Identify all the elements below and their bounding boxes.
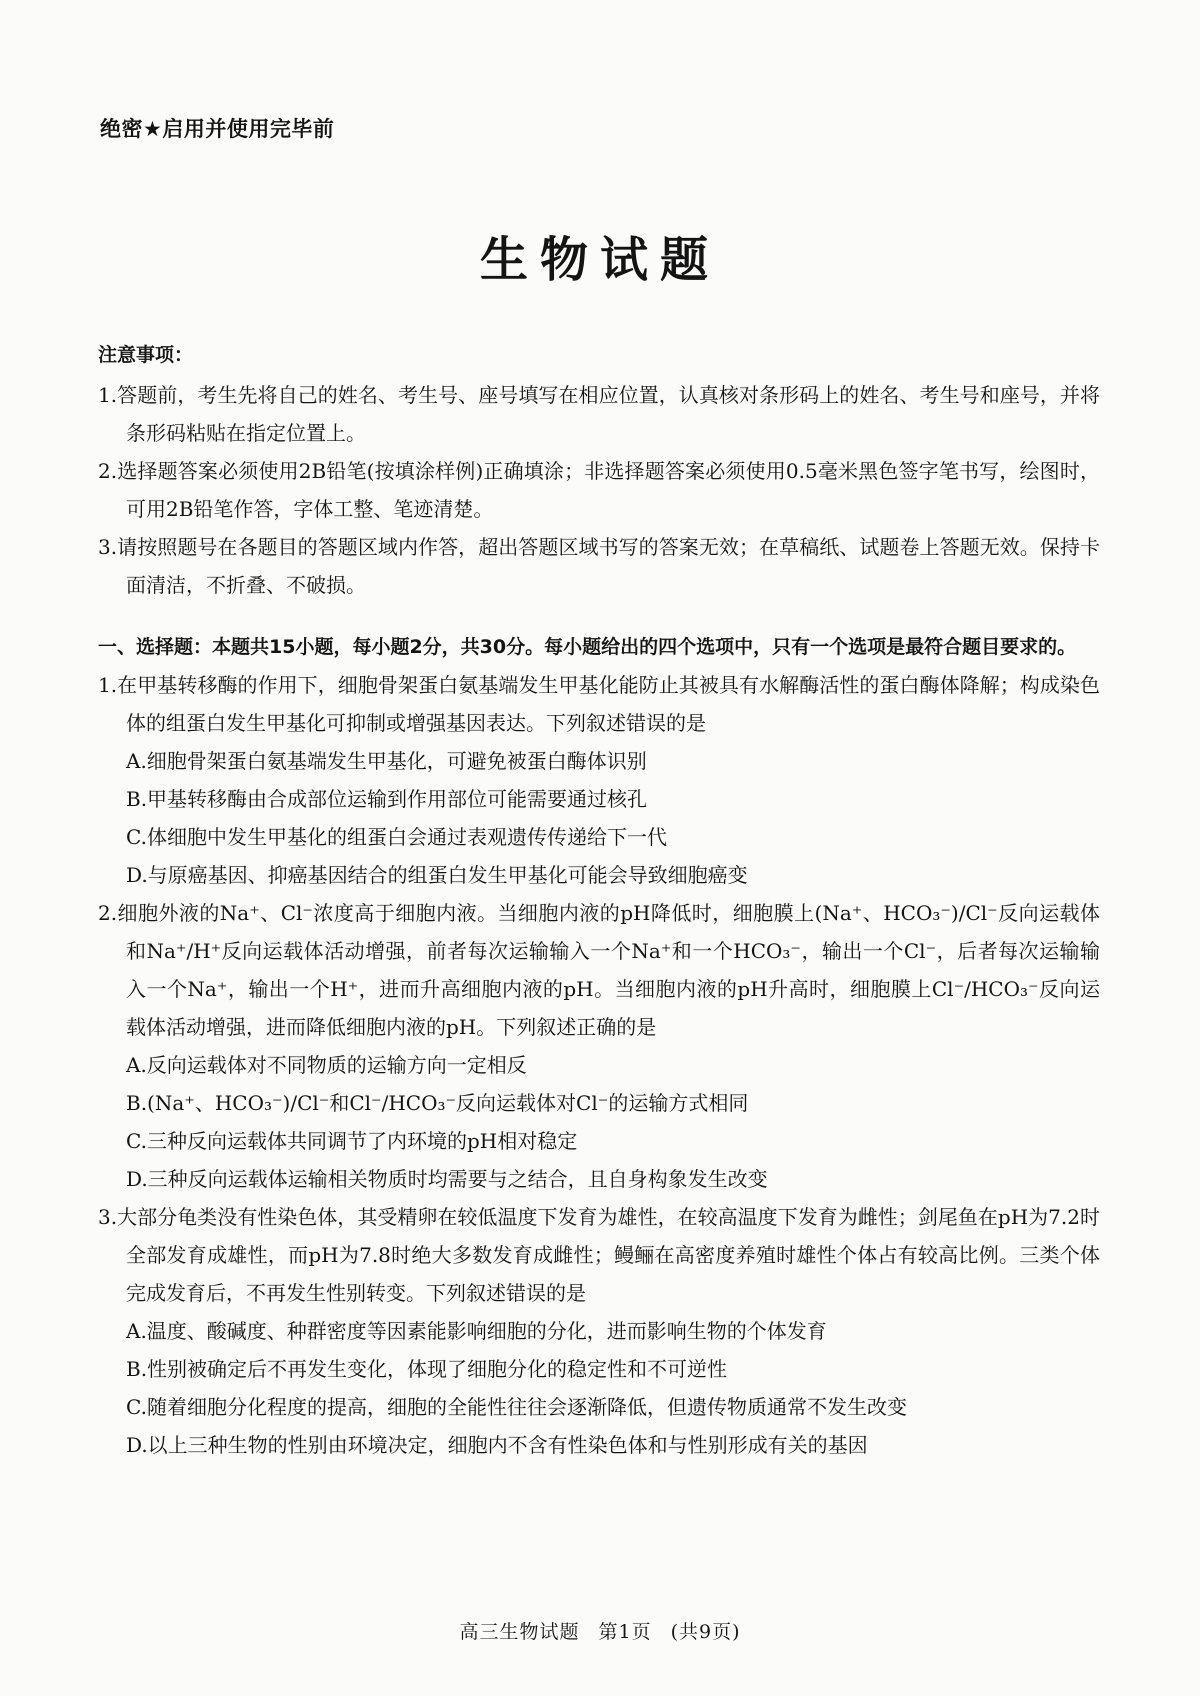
question-option: A.反向运载体对不同物质的运输方向一定相反 <box>126 1053 527 1077</box>
question-stem: 1.在甲基转移酶的作用下，细胞骨架蛋白氨基端发生甲基化能防止其被具有水解酶活性的蛋白酶体降解；构成染色体的组蛋白发生甲基化可抑制或增强基因表达。下列叙述错误的是 <box>98 673 1100 735</box>
notice-item: 1.答题前，考生先将自己的姓名、考生号、座号填写在相应位置，认真核对条形码上的姓名、考生号和座号，并将条形码粘贴在指定位置上。 <box>98 383 1100 445</box>
question-option: B.(Na⁺、HCO₃⁻)/Cl⁻和Cl⁻/HCO₃⁻反向运载体对Cl⁻的运输方式相同 <box>126 1091 749 1115</box>
exam-content <box>98 340 1100 1464</box>
confidential-label: 绝密★启用并使用完毕前 <box>100 117 335 141</box>
question-stem: 2.细胞外液的Na⁺、Cl⁻浓度高于细胞内液。当细胞内液的pH降低时，细胞膜上(Na⁺、HCO₃⁻)/Cl⁻反向运载体和Na⁺/H⁺反向运载体活动增强，前者每次运输输入一个Na⁺和一个HCO₃⁻，输出一个Cl⁻，后者每次运输输入一个Na⁺，输出一个H⁺，进而升高细胞内液的pH。当细胞内液的pH升高时，细胞膜上Cl⁻/HCO₃⁻反向运载体活动增强，进而降低细胞内液的pH。下列叙述正确的是 <box>98 901 1100 1039</box>
question-option: D.与原癌基因、抑癌基因结合的组蛋白发生甲基化可能会导致细胞癌变 <box>126 863 748 887</box>
question-option: B.甲基转移酶由合成部位运输到作用部位可能需要通过核孔 <box>126 787 648 811</box>
notice-heading: 注意事项： <box>98 344 194 366</box>
question-option: D.以上三种生物的性别由环境决定，细胞内不含有性染色体和与性别形成有关的基因 <box>126 1433 868 1457</box>
page-footer <box>0 1617 1200 1644</box>
question-option: C.随着细胞分化程度的提高，细胞的全能性往往会逐渐降低，但遗传物质通常不发生改变 <box>126 1395 907 1419</box>
notice-item: 2.选择题答案必须使用2B铅笔(按填涂样例)正确填涂；非选择题答案必须使用0.5毫米黑色签字笔书写，绘图时，可用2B铅笔作答，字体工整、笔迹清楚。 <box>98 459 1100 521</box>
notice-item: 3.请按照题号在各题目的答题区域内作答，超出答题区域书写的答案无效；在草稿纸、试题卷上答题无效。保持卡面清洁，不折叠、不破损。 <box>98 535 1100 597</box>
question-option: D.三种反向运载体运输相关物质时均需要与之结合，且自身构象发生改变 <box>126 1167 768 1191</box>
question-option: B.性别被确定后不再发生变化，体现了细胞分化的稳定性和不可逆性 <box>126 1357 728 1381</box>
footer-total-pages: (共9页) <box>670 1621 741 1643</box>
question-option: A.温度、酸碱度、种群密度等因素能影响细胞的分化，进而影响生物的个体发育 <box>126 1319 827 1343</box>
question-option: C.三种反向运载体共同调节了内环境的pH相对稳定 <box>126 1129 578 1153</box>
footer-page-number: 第1页 <box>598 1621 652 1643</box>
section-heading: 一、选择题：本题共15小题，每小题2分，共30分。每小题给出的四个选项中，只有一个选项是最符合题目要求的。 <box>98 636 1077 658</box>
page-title: 生物试题 <box>479 232 720 288</box>
footer-subject: 高三生物试题 <box>459 1621 580 1643</box>
question-option: A.细胞骨架蛋白氨基端发生甲基化，可避免被蛋白酶体识别 <box>126 749 647 773</box>
question-option: C.体细胞中发生甲基化的组蛋白会通过表观遗传传递给下一代 <box>126 825 667 849</box>
question-stem: 3.大部分龟类没有性染色体，其受精卵在较低温度下发育为雄性，在较高温度下发育为雌性；剑尾鱼在pH为7.2时全部发育成雄性，而pH为7.8时绝大多数发育成雌性；鳗鲡在高密度养殖时雄性个体占有较高比例。三类个体完成发育后，不再发生性别转变。下列叙述错误的是 <box>98 1205 1100 1305</box>
